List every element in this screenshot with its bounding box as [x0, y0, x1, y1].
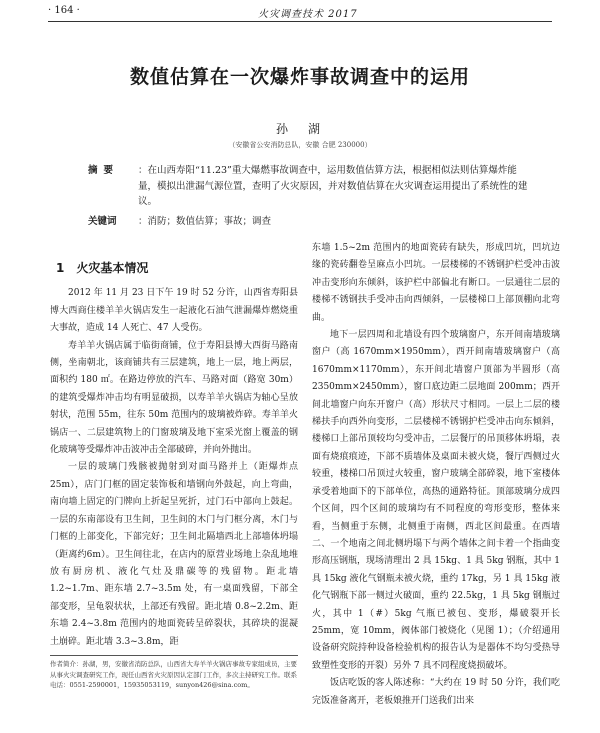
body-paragraph: 一层的玻璃门残骸被抛射到对面马路并上（距爆炸点 25m），店门门框的固定装饰板和墙钢向外鼓起，向上弯曲，南向墙上固定的门牌向上折起呈死折，过门石中部向上鼓起。一层的东南部设有卫生间，卫生间的木门与门框分离，木门与门框的上部变化，下部完好；卫生间北隔墙西北上部墙体坍塌（距离约6m）。卫生间往北，在店内的原营业场地上杂乱地堆放有厨房机、液化气灶及鼎碳等的残留物。距北墙 1.2~1.7m、距东墙 2.7~3.5m 处，有一桌面残留，下部全部变形，呈龟裂状状，上部还有残留。距北墙 0.8~2.2m、距东墙 2.4~3.8m 范围内的地面瓷砖呈碎裂状，其碎块的混凝土崩碎。距北墙 3.3~3.8m，距: [50, 462, 298, 647]
keywords-label: 关键词: [88, 216, 117, 227]
abstract-text: ：在山西寿阳“11.23”重大爆燃事故调查中，运用数值估算方法，根据相似法则估算爆炸能量，模拟出泄漏气源位置，查明了火灾原因，并对数值估算在火灾调查运用提出了系统性的建议。: [138, 165, 528, 207]
body-paragraph: 东墙 1.5~2m 范围内的地面瓷砖有缺失，形成凹坑，凹坑边缘的瓷砖翻卷呈麻点小凹坑。一层楼梯的不锈钢护栏受冲击波冲击变形向东倾斜，该护栏中部偏北有断口。一层通往二层的楼梯不锈钢扶手受冲击向西倾斜，一层楼梯口上部顶棚向北弯曲。: [312, 243, 560, 323]
running-header: [48, 5, 552, 21]
affiliation: （安徽省公安消防总队，安徽 合肥 230000）: [228, 141, 372, 149]
section-heading: 1 火灾基本情况: [56, 261, 149, 275]
left-column: [50, 244, 298, 651]
keywords-text: ：消防；数值估算；事故；调查: [138, 216, 272, 227]
body-paragraph: 寿羊羊火锅店属于临街商铺，位于寿阳县博大西街马路南侧，坐南朝北，该商铺共有三层建筑，地上一层，地上两层，面积约 180 ㎡。在路边停放的汽车、马路对面（路宽 30m）的建筑受爆炸冲击均有明显破损，以寿羊羊火锅店为轴心呈放射状，范围 55m，往东 50m 范围内的玻璃被炸碎。寿羊羊火锅店一、二层建筑物上的门窗玻璃及地下室采光窗上覆盖的钢化玻璃等受爆炸冲击波冲击全部破碎，并向外抛出。: [50, 340, 298, 456]
abstract-label: 摘要: [88, 165, 120, 176]
right-column: [312, 240, 560, 710]
journal-title: 火灾调查技术 2017: [258, 9, 358, 20]
author-footnote: 作者简介：孙湖，男，安徽省消防总队，山西省大寿羊羊火锅店事故专家组成员，主要从事火灾调查研究工作，现任山西省火灾原因认定部门工作，多次主持研究工作。联系电话：0551-2590001，15935053119，sunyon426@sina.com。: [50, 655, 298, 691]
body-paragraph: 2012 年 11 月 23 日下午 19 时 52 分许，山西省寿阳县博大西商住楼羊羊火锅店发生一起液化石油气泄漏爆炸燃烧重大事故，造成 14 人死亡、47 人受伤。: [50, 288, 298, 334]
body-paragraph: 地下一层四周和北墙设有四个玻璃窗户，东开间南墙玻璃窗户（高 1670mm×1950mm），西开间南墙玻璃窗户（高 1670mm×1170mm），东开间北墙窗户顶部为半圆形（高 2350mm×2450mm），窗口底边距二层地面 200mm；西开间北墙窗户向东开窗户（高）形状尺寸相同。一层上二层的楼梯扶手向西外向变形，二层楼梯不锈钢护栏受冲击向东倾斜，楼梯口上部吊顶较均匀受冲击，二层餐厅的吊顶移体坍塌，表面有烧痕痕迹，下部不质墙体及桌面未被火烧，餐厅西侧过火较重，楼梯口吊顶过火较重，窗户玻璃全部碎裂，地下室楼体承受着地面下的下部单位，高热的通路特征。顶部玻璃分成四个区间，四个区间的玻璃均有不同程度的弯形变形，整体来看，当侧重于东侧，北侧重于南侧，西北区间最重。在西墙二、一个地南之间北侧坍塌下与两个墙体之间卡着一个指曲变形高压钢瓶，现场清理出 2 具 15kg、1 具 5kg 钢瓶，其中 1 具 15kg 液化气钢瓶未被火烧，重约 17kg，另 1 具 15kg 液化气钢瓶下部一侧过火破面，重约 22.5kg，1 具 5kg 钢瓶过火，其中 1（#）5kg 气瓶已被包、变形，爆破裂开长 25mm，宽 10mm，阀体部门被烧化（见图 1）；（介绍通用设备研究院持种设备检验机构的报告认为是器体不均匀受热导致塑性变形的开裂）另外 7 具不同程度烧损破坏。: [312, 330, 560, 671]
page-number: · 164 ·: [48, 5, 80, 16]
keywords: [60, 214, 535, 230]
author: 孙 湖: [275, 122, 324, 136]
article-title: 数值估算在一次爆炸事故调查中的运用: [129, 66, 470, 88]
body-paragraph: 饭店吃饭的客人陈述称：“大约在 19 时 50 分许，我们吃完饭准备离开，老板娘推开门送我们出来: [312, 678, 560, 706]
abstract: [60, 163, 535, 210]
header-rule: [48, 21, 552, 22]
